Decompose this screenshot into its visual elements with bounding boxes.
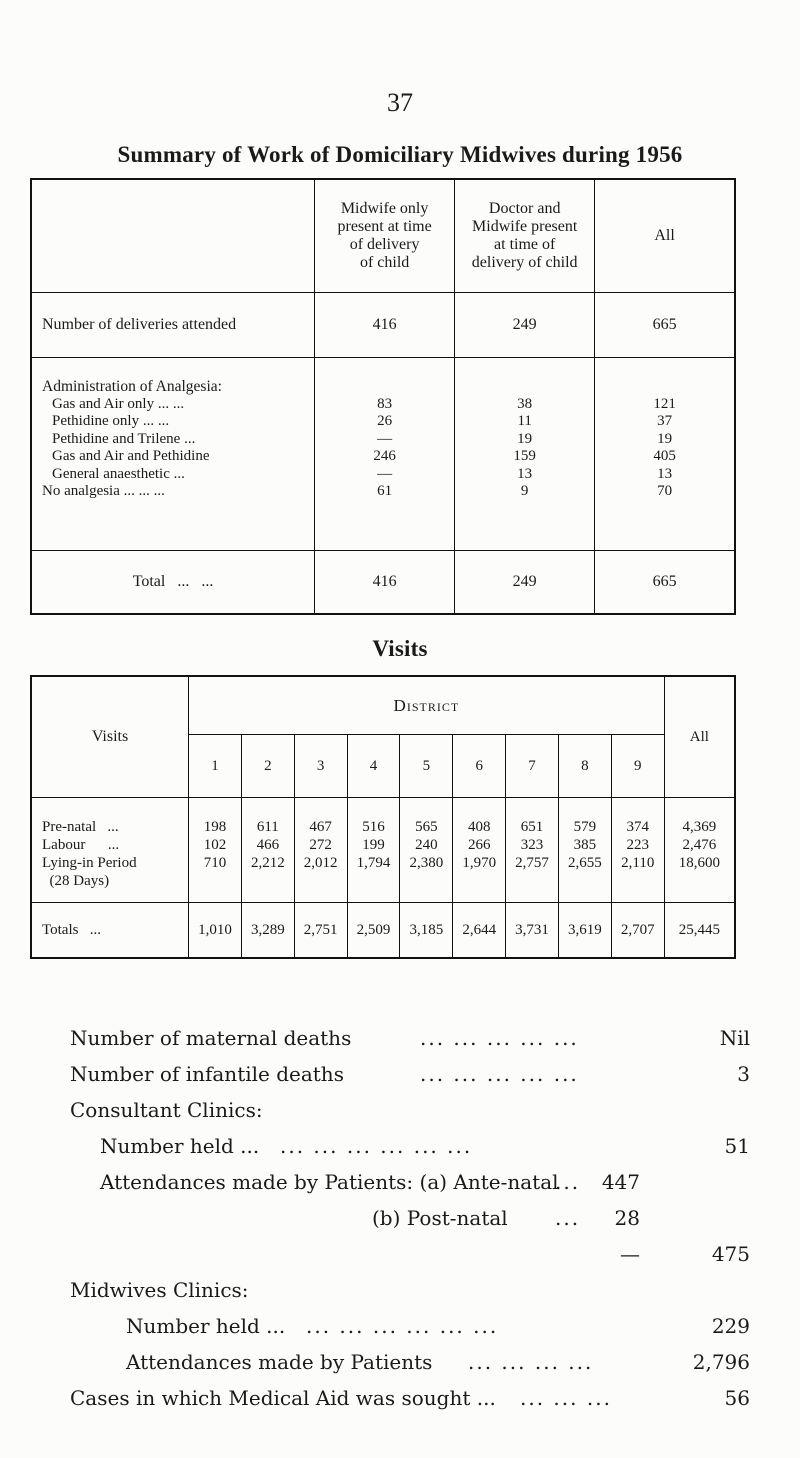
analgesia-value: 83: [377, 395, 393, 412]
midwives-attendances-line: [70, 1344, 750, 1380]
district-number: 4: [347, 735, 400, 798]
analgesia-value: 61: [377, 483, 393, 499]
leader-dots: ... ... ... ... ... ...: [280, 1134, 473, 1158]
analgesia-labels: [31, 358, 315, 551]
consultant-total-line: [70, 1236, 750, 1272]
leader-dots: ... ... ... ... ... ...: [306, 1314, 499, 1338]
visits-total-cell: 2,751: [294, 903, 347, 959]
medical-aid-label: Cases in which Medical Aid was sought ...: [70, 1386, 496, 1410]
visits-title: Visits: [372, 636, 428, 661]
summary-header-row: [31, 179, 735, 293]
midwives-number-held-line: [70, 1308, 750, 1344]
cell: 4,369: [682, 819, 717, 835]
analgesia-value: 11: [517, 413, 532, 429]
analgesia-value: 9: [520, 483, 529, 499]
visits-totals-label: Totals ...: [31, 903, 189, 959]
leader-dots: ...: [555, 1170, 581, 1194]
cell: 2,757: [515, 855, 549, 871]
visits-header-row: [31, 676, 735, 735]
analgesia-value: 405: [653, 448, 676, 464]
consultant-number-held-value: 51: [724, 1134, 750, 1158]
district-number: 9: [611, 735, 664, 798]
leader-dots: ... ... ... ... ...: [420, 1062, 579, 1086]
analgesia-value: 26: [377, 413, 393, 429]
district-number: 3: [294, 735, 347, 798]
leader-dots: ... ... ... ... ...: [420, 1026, 579, 1050]
cell: 467: [309, 819, 332, 835]
deliveries-row: [31, 293, 735, 358]
cell: 272: [309, 837, 332, 853]
analgesia-value: 38: [517, 395, 533, 412]
deliveries-doctor: 249: [455, 293, 595, 358]
consultant-antenatal-value: 447: [601, 1170, 640, 1194]
cell: 385: [573, 837, 597, 853]
cell: 1,970: [462, 855, 497, 871]
midwives-attendances-value: 2,796: [692, 1350, 750, 1374]
header-all: All: [595, 179, 735, 293]
leader-dots: ... ... ...: [520, 1386, 612, 1410]
district-col: [558, 798, 611, 903]
visits-total-cell: 3,619: [558, 903, 611, 959]
analgesia-block: [31, 358, 735, 551]
analgesia-value: 70: [657, 483, 673, 499]
analgesia-label: Pethidine and Trilene ...: [52, 430, 196, 447]
district-col: [241, 798, 294, 903]
analgesia-value: 19: [517, 430, 533, 447]
analgesia-value: 37: [657, 413, 673, 429]
medical-aid-value: 56: [724, 1386, 750, 1410]
consultant-number-held-line: [70, 1128, 750, 1164]
visits-label: Labour ...: [42, 837, 120, 853]
district-col: [506, 798, 559, 903]
summary-total-row: [31, 551, 735, 615]
midwives-attendances-label: Attendances made by Patients: [126, 1350, 433, 1374]
consultant-postnatal-line: [70, 1200, 750, 1236]
consultant-total-value: 475: [711, 1242, 750, 1266]
visits-total-cell: 1,010: [189, 903, 242, 959]
visits-label: Pre-natal ...: [42, 819, 119, 835]
analgesia-label: General anaesthetic ...: [52, 465, 185, 482]
visits-total-cell: 2,707: [611, 903, 664, 959]
cell: 2,655: [568, 855, 602, 871]
cell: 2,212: [250, 855, 285, 871]
maternal-deaths-label: Number of maternal deaths: [70, 1026, 352, 1050]
consultant-number-held-label: Number held ...: [100, 1134, 260, 1158]
cell: 1,794: [356, 855, 391, 871]
analgesia-value: 13: [517, 465, 533, 482]
deliveries-midwife: 416: [315, 293, 455, 358]
cell: 223: [626, 837, 649, 853]
visits-total-all: 25,445: [678, 921, 720, 938]
visits-table: [30, 675, 736, 959]
cell: 516: [362, 819, 385, 835]
maternal-deaths-line: [70, 1020, 750, 1056]
summary-title: Summary of Work of Domiciliary Midwives during 1956: [117, 142, 683, 167]
district-col: [189, 798, 242, 903]
deliveries-all: 665: [595, 293, 735, 358]
summary-table: [30, 178, 736, 615]
consultant-postnatal-value: 28: [614, 1206, 640, 1230]
visits-total-cell: 2,509: [347, 903, 400, 959]
analgesia-midwife-col: [315, 358, 455, 551]
maternal-deaths-value: Nil: [719, 1026, 750, 1050]
district-col: [347, 798, 400, 903]
summary-total-all: 665: [652, 573, 677, 590]
visits-total-cell: 3,289: [241, 903, 294, 959]
infantile-deaths-value: 3: [737, 1062, 750, 1086]
consultant-antenatal-line: [70, 1164, 750, 1200]
summary-total-label: Total ... ...: [31, 551, 315, 615]
analgesia-value: —: [377, 465, 393, 482]
header-doctor-and-midwife: Doctor and Midwife present at time of delivery of child: [455, 179, 595, 293]
district-number: 1: [189, 735, 242, 798]
visits-totals-row: [31, 903, 735, 959]
header-midwife-only: Midwife only present at time of delivery of child: [315, 179, 455, 293]
district-header: District: [189, 676, 665, 735]
consultant-total-dash: —: [620, 1242, 640, 1266]
visits-total-cell: 2,644: [453, 903, 506, 959]
analgesia-label: No analgesia ... ... ...: [42, 483, 165, 499]
summary-total-midwife: 416: [315, 551, 455, 615]
cell: 466: [256, 837, 280, 853]
cell: 579: [573, 819, 597, 835]
analgesia-value: —: [377, 430, 393, 447]
cell: 18,600: [678, 855, 720, 871]
district-col: [453, 798, 506, 903]
cell: 565: [415, 819, 438, 835]
district-number: 2: [241, 735, 294, 798]
district-number: 7: [506, 735, 559, 798]
infantile-deaths-line: [70, 1056, 750, 1092]
visits-total-cell: 3,185: [400, 903, 453, 959]
visits-labels: [31, 798, 189, 903]
visits-row-header: Visits: [31, 676, 189, 798]
consultant-clinics-heading: Consultant Clinics:: [70, 1098, 263, 1122]
analgesia-doctor-col: [455, 358, 595, 551]
statistics-list: [70, 1020, 750, 1416]
visits-all-col: [664, 798, 735, 903]
cell: 2,380: [409, 855, 444, 871]
deliveries-label: Number of deliveries attended: [31, 293, 315, 358]
visits-total-cell: 3,731: [506, 903, 559, 959]
district-number: 6: [453, 735, 506, 798]
analgesia-label: Gas and Air only ... ...: [52, 395, 185, 412]
leader-dots: ...: [555, 1206, 581, 1230]
cell: 710: [203, 855, 227, 871]
analgesia-value: 13: [657, 465, 673, 482]
cell: 651: [520, 819, 544, 835]
leader-dots: ... ... ... ...: [468, 1350, 594, 1374]
cell: 611: [256, 819, 279, 835]
cell: 408: [467, 819, 491, 835]
summary-header-blank: [31, 179, 315, 293]
cell: 2,476: [682, 837, 717, 853]
consultant-antenatal-label: Attendances made by Patients: (a) Ante-natal: [100, 1170, 559, 1194]
analgesia-value: 19: [657, 430, 673, 447]
cell: 102: [203, 837, 227, 853]
cell: 199: [362, 837, 385, 853]
consultant-postnatal-label: (b) Post-natal: [372, 1206, 508, 1230]
midwives-number-held-value: 229: [711, 1314, 750, 1338]
analgesia-value: 246: [373, 448, 396, 464]
cell: 240: [415, 837, 438, 853]
medical-aid-line: [70, 1380, 750, 1416]
cell: 266: [467, 837, 491, 853]
cell: 374: [626, 819, 649, 835]
district-col: [294, 798, 347, 903]
analgesia-label: Gas and Air and Pethidine: [52, 448, 210, 464]
visits-label: Lying-in Period (28 Days): [42, 855, 137, 889]
cell: 2,110: [621, 855, 655, 871]
analgesia-all-col: [595, 358, 735, 551]
page-number: 37: [387, 88, 413, 117]
consultant-clinics-heading-line: [70, 1092, 750, 1128]
analgesia-value: 159: [513, 448, 536, 464]
district-col: [400, 798, 453, 903]
analgesia-label: Pethidine only ... ...: [52, 413, 170, 429]
district-col: [611, 798, 664, 903]
cell: 323: [520, 837, 544, 853]
midwives-clinics-heading-line: [70, 1272, 750, 1308]
midwives-clinics-heading: Midwives Clinics:: [70, 1278, 249, 1302]
analgesia-value: 121: [653, 395, 676, 412]
analgesia-heading: Administration of Analgesia:: [42, 378, 222, 395]
cell: 2,012: [303, 855, 338, 871]
district-number: 5: [400, 735, 453, 798]
cell: 198: [203, 819, 227, 835]
district-number: 8: [558, 735, 611, 798]
summary-total-doctor: 249: [455, 551, 595, 615]
midwives-number-held-label: Number held ...: [126, 1314, 286, 1338]
infantile-deaths-label: Number of infantile deaths: [70, 1062, 344, 1086]
visits-body-row: [31, 798, 735, 903]
visits-all-header: All: [664, 676, 735, 798]
